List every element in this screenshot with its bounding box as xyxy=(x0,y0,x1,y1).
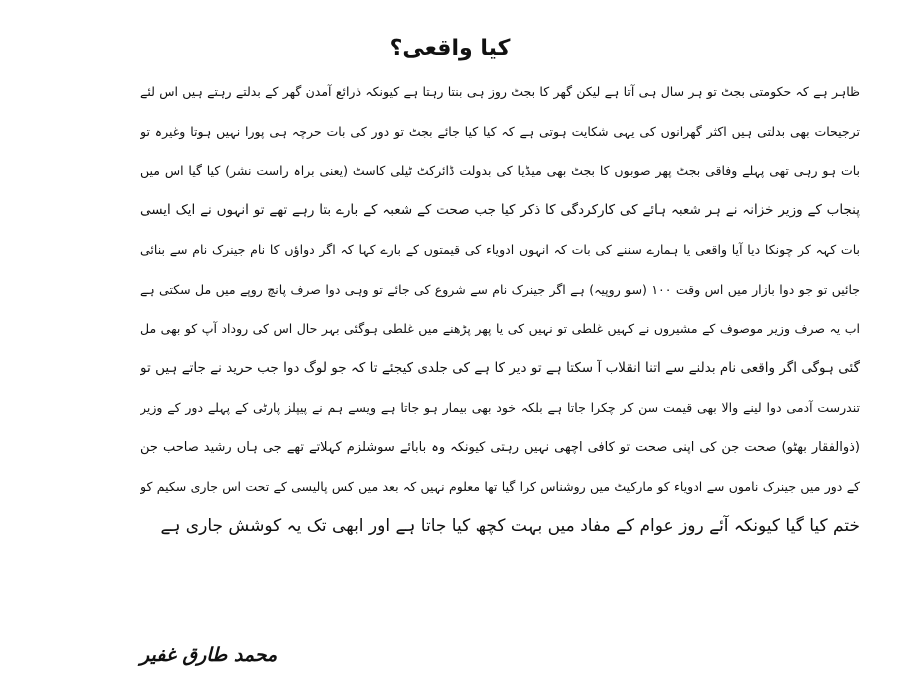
text-line: کے دور میں جینرک ناموں سے ادویاء کو مارکیٹ میں روشناس کرا گیا تھا معلوم نہیں کہ بعد میں کس پالیسی کے تحت اس جاری سکیم کو xyxy=(140,479,860,494)
text-line: (ذوالفقار بھٹو) صحت جن کی اپنی صحت تو کافی اچھی نہیں رہتی کیونکہ وہ بابائے سوشلزم کہلاتے تھے جی ہاں رشید صاحب جن xyxy=(140,439,860,455)
text-line: ختم کیا گیا کیونکہ آئے روز عوام کے مفاد میں بہت کچھ کیا جاتا ہے اور ابھی تک یہ کوشش جاری ہے xyxy=(160,515,860,536)
page-title: کیا واقعی؟ xyxy=(389,36,511,61)
text-line: پنجاب کے وزیر خزانہ نے ہر شعبہ ہائے کی کارکردگی کا ذکر کیا جب صحت کے شعبہ کے بارے بتا رہے تھے تو انہوں نے ایک ایسی xyxy=(140,201,860,218)
text-line: ظاہر ہے کہ حکومتی بجٹ تو ہر سال ہی آتا ہے لیکن گھر کا بجٹ روز ہی بنتا رہتا ہے کیونکہ ذرائع آمدن گھر کے بدلتے رہتے ہیں اس لئے xyxy=(140,84,860,99)
text-line: بات ہو رہی تھی پہلے وفاقی بجٹ پھر صوبوں کا بجٹ بھی میڈیا کی بدولت ڈائرکٹ ٹیلی کاسٹ (یعنی براہ راست نشر) کیا گیا اس میں xyxy=(140,163,860,178)
text-line: جائیں تو جو دوا بازار میں اس وقت ۱۰۰ (سو روپیہ) ہے اگر جینرک نام سے شروع کی جائے تو وہی دوا صرف پانچ روپے میں مل سکتی ہے xyxy=(140,281,860,297)
text-line: تندرست آدمی دوا لینے والا بھی قیمت سن کر چکرا جاتا ہے بلکہ خود بھی بیمار ہو جاتا ہے ویسے ہم نے پیپلز پارٹی کے پہلے دور کے وزیر xyxy=(140,400,860,415)
text-line: اب یہ صرف وزیر موصوف کے مشیروں نے کہیں غلطی تو نہیں کی یا پھر پڑھنے میں غلطی ہوگئی بہر حال اس کی روداد آپ کو بھی مل xyxy=(140,321,860,336)
author-signature xyxy=(140,640,865,670)
author-name: محمد طارق غفیر xyxy=(140,644,278,666)
text-line: بات کہہ کر چونکا دیا آیا واقعی یا ہمارے سننے کی بات کہ انہوں ادویاء کی قیمتوں کے بارے کہا کہ اگر دواؤں کا نام جینرک نام سے بنائی xyxy=(140,242,860,257)
text-line: گئی ہوگی اگر واقعی نام بدلنے سے اتنا انقلاب آ سکتا ہے تو دیر کا ہے کی جلدی کیجئے تا کہ جو لوگ دوا جب حرید نے جاتے ہیں تو xyxy=(140,359,860,376)
text-line: ترجیحات بھی بدلتی ہیں اکثر گھرانوں کی یہی شکایت ہوتی ہے کہ کیا کیا جائے بجٹ تو دور کی بات حرچہ ہی پورا نہیں ہوتا وغیرہ تو xyxy=(140,123,860,139)
article-body xyxy=(140,72,860,546)
